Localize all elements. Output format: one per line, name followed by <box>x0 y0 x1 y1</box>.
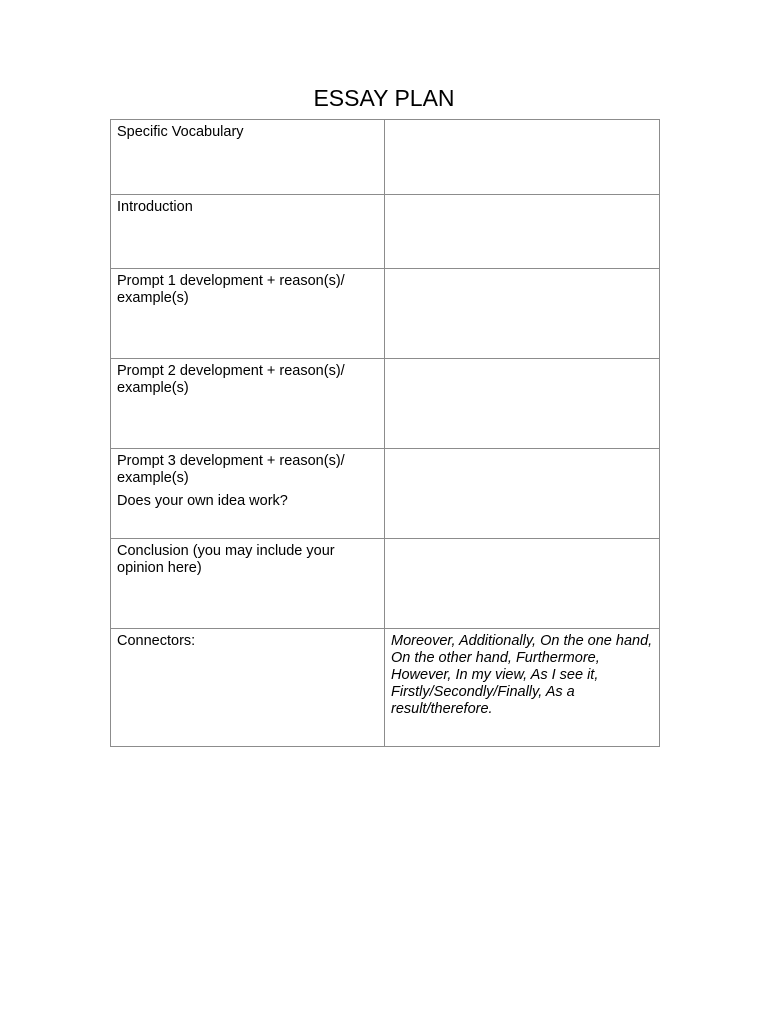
connectors-list: Moreover, Additionally, On the one hand, On the other hand, Furthermore, However, In my view, As I see it, Firstly/Secondly/Finally, As a result/therefore. <box>391 633 653 717</box>
row-label: Conclusion (you may include your opinion here) <box>117 543 335 576</box>
row-content-cell[interactable] <box>385 629 660 747</box>
row-label: Prompt 2 development + reason(s)/ example(s) <box>117 363 345 396</box>
table-row-prompt-1 <box>111 269 660 359</box>
row-content-cell[interactable] <box>385 195 660 269</box>
table-row-connectors <box>111 629 660 747</box>
row-label-cell <box>111 195 385 269</box>
row-content-cell[interactable] <box>385 359 660 449</box>
table-row-introduction <box>111 195 660 269</box>
row-note: Does your own idea work? <box>117 493 288 509</box>
row-label: Introduction <box>117 199 193 215</box>
row-label-cell <box>111 449 385 539</box>
row-label-cell <box>111 120 385 195</box>
row-label-cell <box>111 359 385 449</box>
page-title: ESSAY PLAN <box>313 85 455 111</box>
row-label-cell <box>111 629 385 747</box>
essay-plan-table <box>110 119 660 747</box>
row-label: Prompt 3 development + reason(s)/ example(s) <box>117 453 345 486</box>
row-label: Prompt 1 development + reason(s)/ example(s) <box>117 273 345 306</box>
row-label-cell <box>111 539 385 629</box>
row-content-cell[interactable] <box>385 120 660 195</box>
row-content-cell[interactable] <box>385 539 660 629</box>
row-label: Specific Vocabulary <box>117 124 244 140</box>
table-row-conclusion <box>111 539 660 629</box>
row-label-cell <box>111 269 385 359</box>
table-row-specific-vocabulary <box>111 120 660 195</box>
table-row-prompt-3 <box>111 449 660 539</box>
row-label: Connectors: <box>117 633 196 649</box>
table-row-prompt-2 <box>111 359 660 449</box>
row-content-cell[interactable] <box>385 269 660 359</box>
row-content-cell[interactable] <box>385 449 660 539</box>
